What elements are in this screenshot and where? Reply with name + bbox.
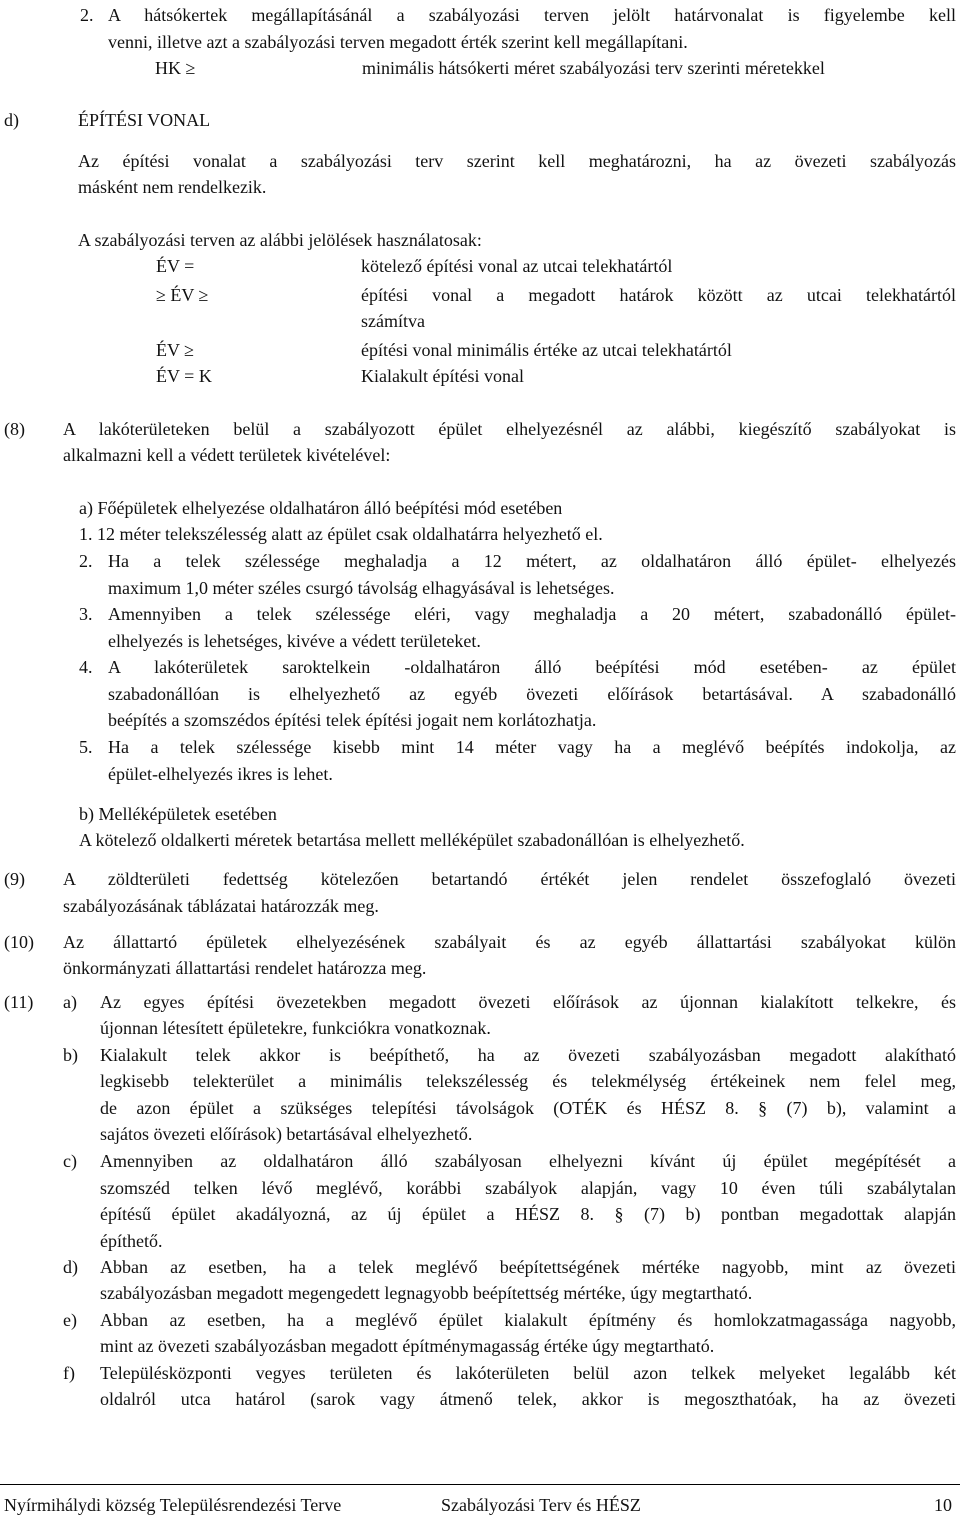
list-item: szomszéd telken lévő meglévő, korábbi szabályok alapján, vagy 10 éven túli szabálytalan: [100, 1178, 956, 1198]
list-item: sajátos övezeti előírások) betartásával elhelyezhető.: [100, 1124, 473, 1144]
list-item: építhető.: [100, 1231, 163, 1251]
list-marker: a): [63, 992, 77, 1012]
list-item: Kialakult telek akkor is beépíthető, ha az övezeti szabályozásban megadott alakítható: [100, 1045, 956, 1065]
list-number: 2.: [79, 551, 93, 571]
list-item: beépítés a szomszédos építési telek építési jogait nem korlátozhatja.: [108, 710, 597, 730]
footer-divider: [0, 1484, 960, 1485]
list-item: Abban az esetben, ha a meglévő épület kialakult építmény és homlokzatmagassága nagyobb,: [100, 1310, 956, 1330]
legend-symbol: ≥ ÉV ≥: [156, 285, 209, 305]
legend-description: építési vonal a megadott határok között az utcai telekhatártól: [361, 285, 956, 305]
paragraph-line: venni, illetve azt a szabályozási terven megadott érték szerint kell megállapítani.: [108, 32, 688, 52]
list-item: épület-elhelyezés ikres is lehet.: [108, 764, 333, 784]
list-item: Ha a telek szélessége kisebb mint 14 méter vagy ha a meglévő beépítés indokolja, az: [108, 737, 956, 757]
list-marker: f): [63, 1363, 75, 1383]
subsection-title: a) Főépületek elhelyezése oldalhatáron álló beépítési mód esetében: [79, 498, 563, 518]
list-item: 1. 12 méter telekszélesség alatt az épület csak oldalhatárra helyezhető el.: [79, 524, 603, 544]
legend-symbol: ÉV =: [156, 256, 195, 276]
list-item: mint az övezeti szabályozásban megadott építménymagasság értéke úgy megtartható.: [100, 1336, 715, 1356]
list-item: legkisebb telekterület a minimális telekszélesség és telekmélység értékeinek nem felel meg,: [100, 1071, 956, 1091]
paragraph-number: (11): [4, 992, 34, 1012]
list-marker: c): [63, 1151, 77, 1171]
legend-symbol: ÉV = K: [156, 366, 212, 386]
list-marker: e): [63, 1310, 77, 1330]
paragraph-line: A hátsókertek megállapításánál a szabályozási terven jelölt határvonalat is figyelembe kell: [108, 5, 956, 25]
list-item: építésű épület akadályozná, az új épület a HÉSZ 8. § (7) b) pontban megadottak alapján: [100, 1204, 956, 1224]
list-item: de azon épület a szükséges telepítési távolságok (OTÉK és HÉSZ 8. § (7) b), valamint a: [100, 1098, 956, 1118]
list-item: Ha a telek szélessége meghaladja a 12 métert, az oldalhatáron álló épület- elhelyezés: [108, 551, 956, 571]
list-item: maximum 1,0 méter széles csurgó távolság elhagyásával is lehetséges.: [108, 578, 615, 598]
list-item: szabályozásban megadott megengedett legnagyobb beépítettség mértéke, úgy megtartható.: [100, 1283, 753, 1303]
paragraph-line: A lakóterületeken belül a szabályozott épület elhelyezésnél az alábbi, kiegészítő szabályokat is: [63, 419, 956, 439]
paragraph-number: (8): [4, 419, 25, 439]
section-marker: d): [4, 110, 19, 130]
paragraph-line: alkalmazni kell a védett területek kivételével:: [63, 445, 391, 465]
list-item: szabadonállóan is elhelyezhető az egyéb övezeti előírások betartásával. A szabadonálló: [108, 684, 956, 704]
list-item: A lakóterületek saroktelkein -oldalhatáron álló beépítési mód esetében- az épület: [108, 657, 956, 677]
legend-symbol: ÉV ≥: [156, 340, 195, 360]
paragraph-line: A zöldterületi fedettség kötelezően betartandó értékét jelen rendelet összefoglaló övezeti: [63, 869, 956, 889]
paragraph-number: (9): [4, 869, 25, 889]
legend-intro: A szabályozási terven az alábbi jelölések használatosak:: [78, 230, 482, 250]
list-number: 5.: [79, 737, 93, 757]
list-item: oldalról utca határol (sarok vagy átmenő telek, akkor is megoszthatóak, ha az övezeti: [100, 1389, 956, 1409]
paragraph-line: A kötelező oldalkerti méretek betartása mellett melléképület szabadonállóan is elhelyezhető.: [79, 830, 745, 850]
list-marker: b): [63, 1045, 78, 1065]
hk-description: minimális hátsókerti méret szabályozási terv szerinti méretekkel: [362, 58, 825, 78]
list-marker: d): [63, 1257, 78, 1277]
paragraph-line: Az építési vonalat a szabályozási terv szerint kell meghatározni, ha az övezeti szabályozás: [78, 151, 956, 171]
item-number: 2.: [80, 5, 94, 25]
list-item: Településközponti vegyes területen és lakóterületen belül azon telkek melyeket legalább két: [100, 1363, 956, 1383]
list-number: 4.: [79, 657, 93, 677]
list-item: újonnan létesített épületekre, funkciókra vonatkoznak.: [100, 1018, 491, 1038]
legend-description: kötelező építési vonal az utcai telekhatártól: [361, 256, 673, 276]
hk-label: HK ≥: [155, 58, 196, 78]
footer-section-title: Szabályozási Terv és HÉSZ: [441, 1495, 641, 1515]
paragraph-line: Az állattartó épületek elhelyezésének szabályait és az egyéb állattartási szabályokat külön: [63, 932, 956, 952]
paragraph-number: (10): [4, 932, 34, 952]
list-item: Amennyiben az oldalhatáron álló szabályosan elhelyezni kívánt új épület megépítését a: [100, 1151, 956, 1171]
legend-description: építési vonal minimális értéke az utcai telekhatártól: [361, 340, 732, 360]
legend-description: számítva: [361, 311, 425, 331]
list-item: Az egyes építési övezetekben megadott övezeti előírások az újonnan kialakított telkekre, és: [100, 992, 956, 1012]
paragraph-line: szabályozásának táblázatai határozzák meg.: [63, 896, 379, 916]
footer-document-title: Nyírmihálydi község Településrendezési Terve: [4, 1495, 342, 1515]
list-item: elhelyezés is lehetséges, kivéve a védett területeket.: [108, 631, 481, 651]
legend-description: Kialakult építési vonal: [361, 366, 524, 386]
paragraph-line: másként nem rendelkezik.: [78, 177, 267, 197]
page-number: 10: [934, 1495, 952, 1515]
list-item: Amennyiben a telek szélessége eléri, vagy meghaladja a 20 métert, szabadonálló épület-: [108, 604, 956, 624]
subsection-title: b) Melléképületek esetében: [79, 804, 277, 824]
paragraph-line: önkormányzati állattartási rendelet határozza meg.: [63, 958, 427, 978]
section-title: ÉPÍTÉSI VONAL: [78, 110, 211, 130]
list-number: 3.: [79, 604, 93, 624]
list-item: Abban az esetben, ha a telek meglévő beépítettségének mértéke nagyobb, mint az övezeti: [100, 1257, 956, 1277]
